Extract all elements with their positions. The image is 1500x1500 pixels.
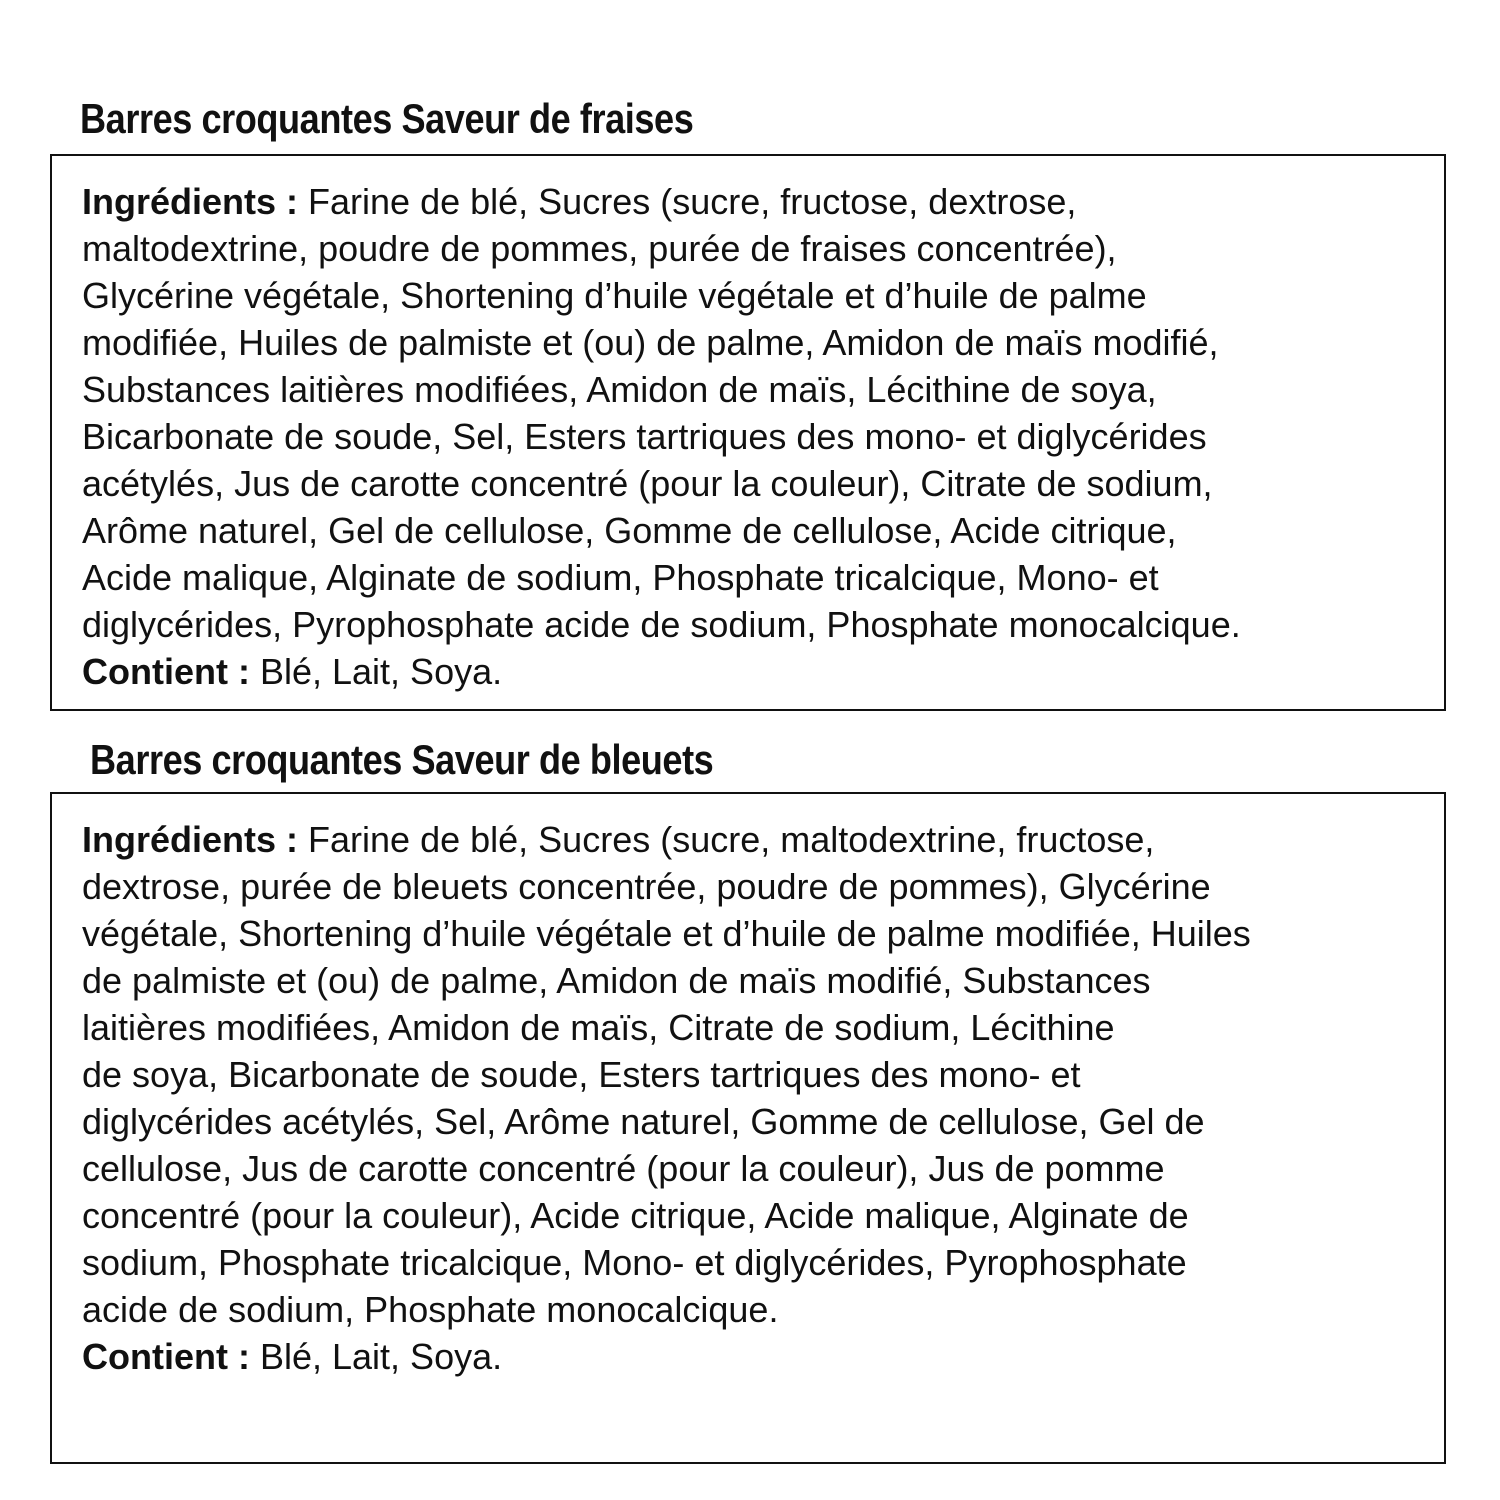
ingredients-paragraph <box>82 816 1251 1380</box>
contains-label: Contient : <box>82 1336 250 1377</box>
contains-list: Blé, Lait, Soya. <box>249 1336 503 1377</box>
ingredients-paragraph <box>82 178 1241 695</box>
contains-label: Contient : <box>82 651 250 692</box>
allergen-line <box>82 648 1241 695</box>
product-title-strawberry: Barres croquantes Saveur de fraises <box>80 95 694 142</box>
contains-list: Blé, Lait, Soya. <box>249 651 503 692</box>
ingredients-list: Farine de blé, Sucres (sucre, fructose, dextrose, maltodextrine, poudre de pommes, purée de fraises concentrée), Glycérine végétale, Shortening d’huile végétale et d’huile de palme modifiée, Huiles de palmiste et (ou) de palme, Amidon de maïs modifié, Substances laitières modifiées, Amidon de maïs, Lécithine de soya, Bicarbonate de soude, Sel, Esters tartriques des mono- et diglycérides acétylés, Jus de carotte concentré (pour la couleur), Citrate de sodium, Arôme naturel, Gel de cellulose, Gomme de cellulose, Acide citrique, Acide malique, Alginate de sodium, Phosphate tricalcique, Mono- et diglycérides, Pyrophosphate acide de sodium, Phosphate monocalcique. <box>82 181 1241 645</box>
ingredients-list: Farine de blé, Sucres (sucre, maltodextrine, fructose, dextrose, purée de bleuets concentrée, poudre de pommes), Glycérine végétale, Shortening d’huile végétale et d’huile de palme modifiée, Huiles de palmiste et (ou) de palme, Amidon de maïs modifié, Substances laitières modifiées, Amidon de maïs, Citrate de sodium, Lécithine de soya, Bicarbonate de soude, Esters tartriques des mono- et diglycérides acétylés, Sel, Arôme naturel, Gomme de cellulose, Gel de cellulose, Jus de carotte concentré (pour la couleur), Jus de pomme concentré (pour la couleur), Acide citrique, Acide malique, Alginate de sodium, Phosphate tricalcique, Mono- et diglycérides, Pyrophosphate acide de sodium, Phosphate monocalcique. <box>82 819 1251 1330</box>
ingredients-label: Ingrédients : <box>82 819 299 860</box>
ingredients-box-strawberry <box>50 154 1446 711</box>
ingredients-box-blueberry <box>50 792 1446 1464</box>
allergen-line <box>82 1333 1251 1380</box>
ingredients-label: Ingrédients : <box>82 181 299 222</box>
product-title-blueberry: Barres croquantes Saveur de bleuets <box>90 736 714 783</box>
